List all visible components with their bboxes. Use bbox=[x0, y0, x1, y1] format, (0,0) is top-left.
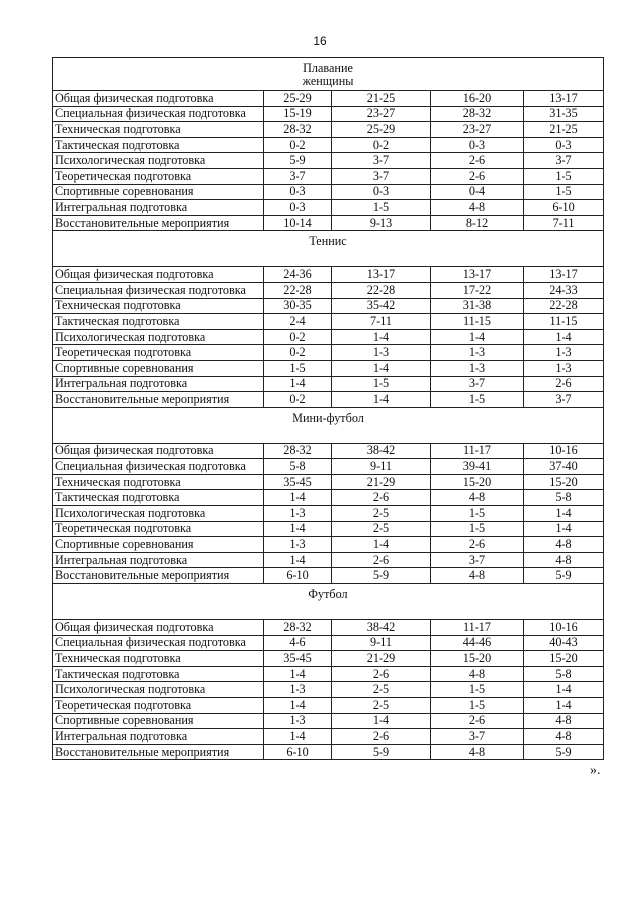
value-cell: 0-2 bbox=[264, 345, 332, 361]
row-label: Интегральная подготовка bbox=[53, 200, 264, 216]
value-cell: 4-8 bbox=[524, 552, 604, 568]
value-cell: 9-13 bbox=[332, 215, 431, 231]
value-cell: 1-3 bbox=[524, 345, 604, 361]
value-cell: 22-28 bbox=[332, 282, 431, 298]
value-cell: 15-19 bbox=[264, 106, 332, 122]
value-cell: 17-22 bbox=[431, 282, 524, 298]
value-cell: 4-8 bbox=[431, 744, 524, 760]
table-row bbox=[53, 360, 604, 376]
value-cell: 15-20 bbox=[431, 651, 524, 667]
value-cell: 0-2 bbox=[264, 137, 332, 153]
value-cell: 23-27 bbox=[332, 106, 431, 122]
value-cell: 24-36 bbox=[264, 267, 332, 283]
table-row bbox=[53, 521, 604, 537]
value-cell: 1-4 bbox=[264, 698, 332, 714]
value-cell: 0-3 bbox=[332, 184, 431, 200]
value-cell: 22-28 bbox=[264, 282, 332, 298]
table-row bbox=[53, 729, 604, 745]
value-cell: 2-6 bbox=[332, 552, 431, 568]
value-cell: 1-3 bbox=[524, 360, 604, 376]
row-label: Теоретическая подготовка bbox=[53, 521, 264, 537]
value-cell: 4-8 bbox=[431, 200, 524, 216]
value-cell: 31-38 bbox=[431, 298, 524, 314]
table-row bbox=[53, 392, 604, 408]
value-cell: 1-3 bbox=[264, 537, 332, 553]
section-title-line: женщины bbox=[302, 74, 354, 88]
value-cell: 4-8 bbox=[431, 666, 524, 682]
row-label: Интегральная подготовка bbox=[53, 552, 264, 568]
value-cell: 38-42 bbox=[332, 620, 431, 636]
table-row bbox=[53, 122, 604, 138]
table-row bbox=[53, 666, 604, 682]
table-row bbox=[53, 91, 604, 107]
value-cell: 3-7 bbox=[431, 552, 524, 568]
value-cell: 1-5 bbox=[264, 360, 332, 376]
value-cell: 4-8 bbox=[524, 729, 604, 745]
value-cell: 1-5 bbox=[431, 682, 524, 698]
row-label: Техническая подготовка bbox=[53, 474, 264, 490]
section-header-row bbox=[53, 231, 604, 267]
value-cell: 7-11 bbox=[332, 314, 431, 330]
value-cell: 21-25 bbox=[332, 91, 431, 107]
value-cell: 1-3 bbox=[332, 345, 431, 361]
value-cell: 25-29 bbox=[332, 122, 431, 138]
value-cell: 5-8 bbox=[264, 459, 332, 475]
row-label: Спортивные соревнования bbox=[53, 713, 264, 729]
table-row bbox=[53, 713, 604, 729]
value-cell: 10-14 bbox=[264, 215, 332, 231]
value-cell: 5-9 bbox=[264, 153, 332, 169]
value-cell: 21-25 bbox=[524, 122, 604, 138]
table-row bbox=[53, 376, 604, 392]
row-label: Тактическая подготовка bbox=[53, 490, 264, 506]
value-cell: 3-7 bbox=[431, 376, 524, 392]
value-cell: 1-4 bbox=[264, 376, 332, 392]
value-cell: 1-3 bbox=[431, 345, 524, 361]
value-cell: 6-10 bbox=[264, 568, 332, 584]
row-label: Специальная физическая подготовка bbox=[53, 459, 264, 475]
value-cell: 11-15 bbox=[431, 314, 524, 330]
row-label: Теоретическая подготовка bbox=[53, 168, 264, 184]
section-title-line: Футбол bbox=[308, 587, 348, 602]
value-cell: 4-8 bbox=[524, 713, 604, 729]
value-cell: 28-32 bbox=[264, 122, 332, 138]
row-label: Психологическая подготовка bbox=[53, 506, 264, 522]
row-label: Восстановительные мероприятия bbox=[53, 744, 264, 760]
value-cell: 4-8 bbox=[431, 490, 524, 506]
row-label: Общая физическая подготовка bbox=[53, 443, 264, 459]
table-row bbox=[53, 552, 604, 568]
row-label: Психологическая подготовка bbox=[53, 682, 264, 698]
value-cell: 35-45 bbox=[264, 474, 332, 490]
table-row bbox=[53, 106, 604, 122]
row-label: Общая физическая подготовка bbox=[53, 620, 264, 636]
table-row bbox=[53, 215, 604, 231]
table-row bbox=[53, 137, 604, 153]
value-cell: 15-20 bbox=[431, 474, 524, 490]
value-cell: 2-6 bbox=[332, 729, 431, 745]
value-cell: 1-5 bbox=[332, 376, 431, 392]
value-cell: 3-7 bbox=[264, 168, 332, 184]
value-cell: 8-12 bbox=[431, 215, 524, 231]
section-header-row bbox=[53, 58, 604, 91]
value-cell: 1-4 bbox=[431, 329, 524, 345]
value-cell: 1-4 bbox=[332, 329, 431, 345]
section-title bbox=[53, 231, 604, 267]
value-cell: 0-4 bbox=[431, 184, 524, 200]
table-row bbox=[53, 345, 604, 361]
value-cell: 13-17 bbox=[431, 267, 524, 283]
value-cell: 24-33 bbox=[524, 282, 604, 298]
value-cell: 1-4 bbox=[264, 729, 332, 745]
table-row bbox=[53, 184, 604, 200]
value-cell: 1-4 bbox=[524, 329, 604, 345]
table-row bbox=[53, 168, 604, 184]
value-cell: 1-3 bbox=[264, 506, 332, 522]
row-label: Специальная физическая подготовка bbox=[53, 635, 264, 651]
value-cell: 1-5 bbox=[524, 184, 604, 200]
value-cell: 1-3 bbox=[431, 360, 524, 376]
row-label: Общая физическая подготовка bbox=[53, 91, 264, 107]
value-cell: 1-3 bbox=[264, 682, 332, 698]
value-cell: 21-29 bbox=[332, 651, 431, 667]
table-row bbox=[53, 329, 604, 345]
value-cell: 28-32 bbox=[264, 620, 332, 636]
value-cell: 5-9 bbox=[524, 744, 604, 760]
value-cell: 1-4 bbox=[264, 490, 332, 506]
value-cell: 31-35 bbox=[524, 106, 604, 122]
value-cell: 0-2 bbox=[332, 137, 431, 153]
value-cell: 0-3 bbox=[524, 137, 604, 153]
value-cell: 3-7 bbox=[431, 729, 524, 745]
value-cell: 16-20 bbox=[431, 91, 524, 107]
table-row bbox=[53, 443, 604, 459]
value-cell: 25-29 bbox=[264, 91, 332, 107]
value-cell: 3-7 bbox=[524, 153, 604, 169]
value-cell: 38-42 bbox=[332, 443, 431, 459]
value-cell: 2-6 bbox=[431, 713, 524, 729]
value-cell: 4-6 bbox=[264, 635, 332, 651]
row-label: Восстановительные мероприятия bbox=[53, 568, 264, 584]
value-cell: 0-3 bbox=[431, 137, 524, 153]
row-label: Общая физическая подготовка bbox=[53, 267, 264, 283]
section-title-line: Мини-футбол bbox=[292, 410, 364, 425]
value-cell: 3-7 bbox=[332, 168, 431, 184]
row-label: Психологическая подготовка bbox=[53, 329, 264, 345]
value-cell: 40-43 bbox=[524, 635, 604, 651]
value-cell: 3-7 bbox=[332, 153, 431, 169]
table-row bbox=[53, 620, 604, 636]
row-label: Специальная физическая подготовка bbox=[53, 282, 264, 298]
row-label: Техническая подготовка bbox=[53, 298, 264, 314]
value-cell: 2-4 bbox=[264, 314, 332, 330]
value-cell: 37-40 bbox=[524, 459, 604, 475]
row-label: Восстановительные мероприятия bbox=[53, 392, 264, 408]
value-cell: 13-17 bbox=[524, 267, 604, 283]
value-cell: 1-5 bbox=[524, 168, 604, 184]
table-row bbox=[53, 200, 604, 216]
section-title-line: Плавание bbox=[303, 61, 353, 75]
value-cell: 0-2 bbox=[264, 329, 332, 345]
value-cell: 13-17 bbox=[332, 267, 431, 283]
value-cell: 7-11 bbox=[524, 215, 604, 231]
value-cell: 2-6 bbox=[431, 168, 524, 184]
table-row bbox=[53, 490, 604, 506]
value-cell: 10-16 bbox=[524, 443, 604, 459]
table-row bbox=[53, 282, 604, 298]
table-row bbox=[53, 651, 604, 667]
value-cell: 5-9 bbox=[332, 568, 431, 584]
table-row bbox=[53, 298, 604, 314]
row-label: Спортивные соревнования bbox=[53, 360, 264, 376]
table-row bbox=[53, 568, 604, 584]
row-label: Техническая подготовка bbox=[53, 651, 264, 667]
closing-quote-mark: ». bbox=[590, 763, 601, 778]
row-label: Теоретическая подготовка bbox=[53, 345, 264, 361]
value-cell: 2-6 bbox=[332, 666, 431, 682]
table-row bbox=[53, 314, 604, 330]
value-cell: 10-16 bbox=[524, 620, 604, 636]
value-cell: 1-4 bbox=[524, 698, 604, 714]
row-label: Психологическая подготовка bbox=[53, 153, 264, 169]
value-cell: 11-17 bbox=[431, 443, 524, 459]
table-row bbox=[53, 506, 604, 522]
value-cell: 2-6 bbox=[431, 537, 524, 553]
value-cell: 1-5 bbox=[431, 521, 524, 537]
value-cell: 1-4 bbox=[524, 682, 604, 698]
value-cell: 11-17 bbox=[431, 620, 524, 636]
value-cell: 3-7 bbox=[524, 392, 604, 408]
value-cell: 15-20 bbox=[524, 651, 604, 667]
table-row bbox=[53, 474, 604, 490]
value-cell: 2-5 bbox=[332, 682, 431, 698]
value-cell: 1-4 bbox=[264, 521, 332, 537]
row-label: Спортивные соревнования bbox=[53, 537, 264, 553]
value-cell: 11-15 bbox=[524, 314, 604, 330]
table-row bbox=[53, 153, 604, 169]
section-title bbox=[53, 58, 604, 91]
section-title-line: Теннис bbox=[309, 234, 347, 249]
value-cell: 2-6 bbox=[332, 490, 431, 506]
table-row bbox=[53, 267, 604, 283]
row-label: Спортивные соревнования bbox=[53, 184, 264, 200]
value-cell: 2-5 bbox=[332, 521, 431, 537]
value-cell: 6-10 bbox=[264, 744, 332, 760]
table-row bbox=[53, 744, 604, 760]
value-cell: 0-2 bbox=[264, 392, 332, 408]
value-cell: 28-32 bbox=[264, 443, 332, 459]
value-cell: 1-4 bbox=[524, 521, 604, 537]
section-header-row bbox=[53, 407, 604, 443]
value-cell: 1-5 bbox=[431, 698, 524, 714]
value-cell: 23-27 bbox=[431, 122, 524, 138]
value-cell: 1-4 bbox=[332, 713, 431, 729]
section-title bbox=[53, 584, 604, 620]
value-cell: 35-45 bbox=[264, 651, 332, 667]
value-cell: 2-5 bbox=[332, 698, 431, 714]
value-cell: 1-3 bbox=[264, 713, 332, 729]
section-title bbox=[53, 407, 604, 443]
value-cell: 15-20 bbox=[524, 474, 604, 490]
table-row bbox=[53, 698, 604, 714]
value-cell: 9-11 bbox=[332, 459, 431, 475]
value-cell: 35-42 bbox=[332, 298, 431, 314]
table-row bbox=[53, 635, 604, 651]
value-cell: 1-4 bbox=[264, 552, 332, 568]
value-cell: 1-4 bbox=[332, 392, 431, 408]
value-cell: 30-35 bbox=[264, 298, 332, 314]
value-cell: 6-10 bbox=[524, 200, 604, 216]
value-cell: 1-4 bbox=[524, 506, 604, 522]
value-cell: 2-6 bbox=[431, 153, 524, 169]
page-number: 16 bbox=[313, 34, 327, 48]
row-label: Техническая подготовка bbox=[53, 122, 264, 138]
row-label: Тактическая подготовка bbox=[53, 137, 264, 153]
row-label: Интегральная подготовка bbox=[53, 376, 264, 392]
table-row bbox=[53, 537, 604, 553]
row-label: Теоретическая подготовка bbox=[53, 698, 264, 714]
table-row bbox=[53, 682, 604, 698]
value-cell: 1-4 bbox=[264, 666, 332, 682]
value-cell: 28-32 bbox=[431, 106, 524, 122]
row-label: Тактическая подготовка bbox=[53, 666, 264, 682]
value-cell: 5-9 bbox=[524, 568, 604, 584]
value-cell: 2-5 bbox=[332, 506, 431, 522]
value-cell: 5-9 bbox=[332, 744, 431, 760]
row-label: Восстановительные мероприятия bbox=[53, 215, 264, 231]
value-cell: 0-3 bbox=[264, 184, 332, 200]
value-cell: 1-4 bbox=[332, 537, 431, 553]
value-cell: 0-3 bbox=[264, 200, 332, 216]
value-cell: 5-8 bbox=[524, 666, 604, 682]
value-cell: 1-4 bbox=[332, 360, 431, 376]
value-cell: 1-5 bbox=[431, 392, 524, 408]
value-cell: 1-5 bbox=[431, 506, 524, 522]
value-cell: 4-8 bbox=[431, 568, 524, 584]
value-cell: 21-29 bbox=[332, 474, 431, 490]
table-row bbox=[53, 459, 604, 475]
value-cell: 13-17 bbox=[524, 91, 604, 107]
training-distribution-table bbox=[52, 57, 604, 760]
section-header-row bbox=[53, 584, 604, 620]
value-cell: 9-11 bbox=[332, 635, 431, 651]
row-label: Специальная физическая подготовка bbox=[53, 106, 264, 122]
value-cell: 2-6 bbox=[524, 376, 604, 392]
value-cell: 5-8 bbox=[524, 490, 604, 506]
value-cell: 39-41 bbox=[431, 459, 524, 475]
table-body bbox=[53, 58, 604, 760]
value-cell: 22-28 bbox=[524, 298, 604, 314]
value-cell: 44-46 bbox=[431, 635, 524, 651]
value-cell: 4-8 bbox=[524, 537, 604, 553]
row-label: Тактическая подготовка bbox=[53, 314, 264, 330]
value-cell: 1-5 bbox=[332, 200, 431, 216]
row-label: Интегральная подготовка bbox=[53, 729, 264, 745]
